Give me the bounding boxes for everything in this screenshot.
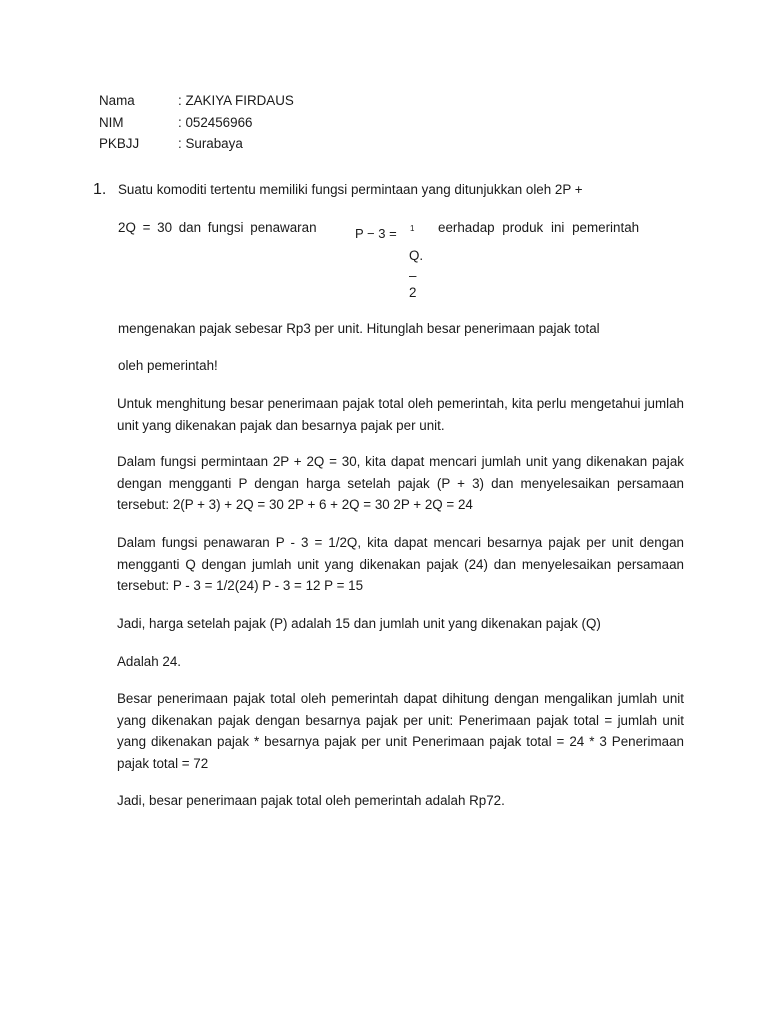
name-label: Nama (99, 93, 135, 108)
pkbjj-value: : Surabaya (178, 136, 243, 151)
answer-paragraph-4: Jadi, harga setelah pajak (P) adalah 15 dan jumlah unit yang dikenakan pajak (Q) (117, 616, 601, 631)
question-number: 1. (93, 181, 107, 198)
answer-paragraph-6: Besar penerimaan pajak total oleh pemerintah dapat dihitung dengan mengalikan jumlah unit yang dikenakan pajak dengan besarnya pajak per unit: Penerimaan pajak total = jumlah unit yang dikenakan pajak * besarnya pajak per unit Penerimaan pajak total = 24 * 3 Penerimaan pajak total = 72 (117, 691, 684, 771)
nim-value: : 052456966 (178, 115, 253, 130)
formula-numerator: 1 (410, 224, 415, 233)
name-value: : ZAKIYA FIRDAUS (178, 93, 294, 108)
formula-denominator: 2 (409, 285, 417, 300)
pkbjj-label: PKBJJ (99, 136, 140, 151)
answer-paragraph-3: Dalam fungsi penawaran P - 3 = 1/2Q, kita dapat mencari besarnya pajak per unit dengan mengganti Q dengan jumlah unit yang dikenakan pajak (24) dan menyelesaikan persamaan tersebut: P - 3 = 1/2(24) P - 3 = 12 P = 15 (117, 535, 684, 594)
answer-paragraph-1: Untuk menghitung besar penerimaan pajak total oleh pemerintah, kita perlu mengetahui jumlah unit yang dikenakan pajak dan besarnya pajak per unit. (117, 396, 684, 433)
question-line-4: oleh pemerintah! (118, 358, 218, 373)
answer-paragraph-5: Adalah 24. (117, 654, 182, 669)
formula-bar: – (409, 268, 417, 283)
question-line-3: mengenakan pajak sebesar Rp3 per unit. Hitunglah besar penerimaan pajak total (118, 321, 600, 336)
formula-lhs: P − 3 = (355, 226, 397, 241)
question-line-2-left: 2Q = 30 dan fungsi penawaran (118, 220, 317, 235)
question-line-2-right: eerhadap produk ini pemerintah (438, 220, 640, 235)
answer-paragraph-2: Dalam fungsi permintaan 2P + 2Q = 30, kita dapat mencari jumlah unit yang dikenakan pajak dengan mengganti P dengan harga setelah pajak (P + 3) dan menyelesaikan persamaan tersebut: 2(P + 3) + 2Q = 30 2P + 6 + 2Q = 30 2P + 2Q = 24 (117, 454, 684, 513)
formula-q: Q. (409, 248, 424, 263)
answer-paragraph-7: Jadi, besar penerimaan pajak total oleh pemerintah adalah Rp72. (117, 793, 505, 808)
question-line-1: Suatu komoditi tertentu memiliki fungsi permintaan yang ditunjukkan oleh 2P + (118, 182, 583, 197)
nim-label: NIM (99, 115, 124, 130)
